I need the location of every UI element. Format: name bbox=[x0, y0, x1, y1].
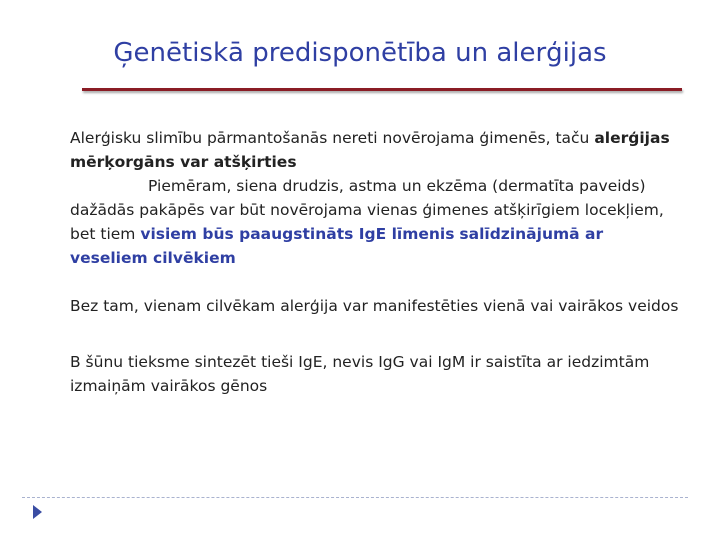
paragraph-1-bold-a: alerģijas mērķorgāns var atšķirties bbox=[70, 129, 670, 171]
paragraph-3: B šūnu tieksme sintezēt tieši IgE, nevis IgG vai IgM ir saistīta ar iedzimtām izmaiņām vairākos gēnos bbox=[70, 353, 650, 395]
paragraph-1-text-b: Piemēram, siena drudzis, astma un ekzēma (dermatīta paveids) dažādās pakāpēs var būt novērojama vienas ģimenes atšķirīgiem locekļiem, bet tiem bbox=[70, 177, 664, 243]
triangle-right-icon bbox=[33, 505, 42, 519]
paragraph-1 bbox=[70, 126, 680, 270]
paragraph-1-text-a: Alerģisku slimību pārmantošanās nereti novērojama ģimenēs, taču bbox=[70, 129, 590, 147]
title-underline bbox=[82, 88, 682, 91]
paragraph-1-accent-a: visiem būs paaugstināts IgE līmenis bbox=[140, 225, 455, 243]
paragraph-1-accent-b: salīdzinājumā ar veseliem cilvēkiem bbox=[70, 225, 604, 267]
slide-title: Ģenētiskā predisponētība un alerģijas bbox=[113, 38, 607, 68]
paragraph-gap bbox=[70, 318, 680, 350]
slide-body bbox=[70, 126, 680, 398]
paragraph-2: Bez tam, vienam cilvēkam alerģija var manifestēties vienā vai vairākos veidos bbox=[70, 297, 679, 315]
paragraph-gap bbox=[70, 270, 680, 294]
footer-divider bbox=[22, 497, 688, 498]
